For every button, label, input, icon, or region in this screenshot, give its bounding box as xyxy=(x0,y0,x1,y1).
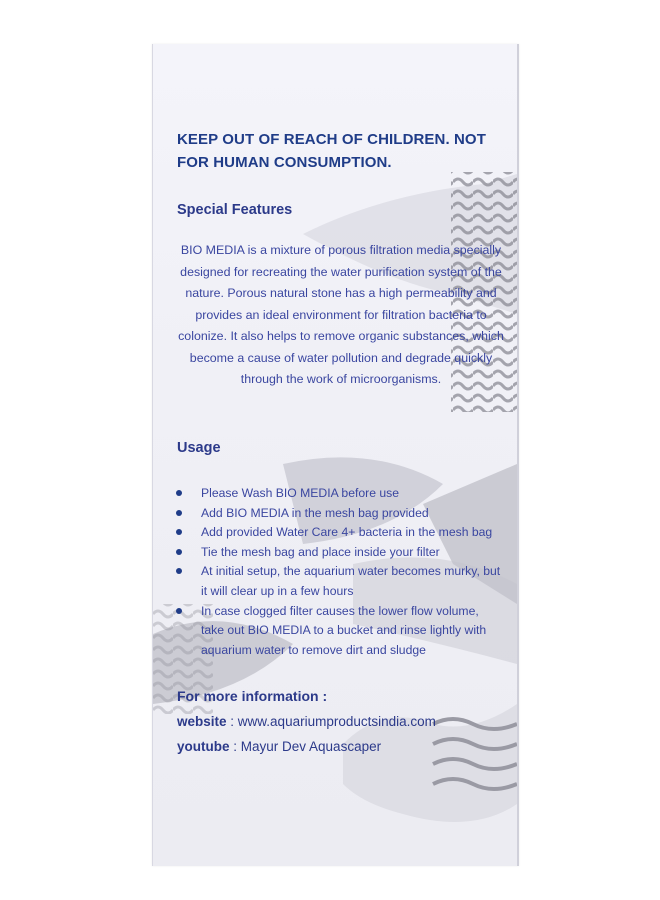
box-text-content xyxy=(153,44,517,866)
youtube-row xyxy=(177,739,381,754)
list-item: Add provided Water Care 4+ bacteria in the mesh bag xyxy=(173,523,503,543)
special-features-body: BIO MEDIA is a mixture of porous filtration media specially designed for recreating the water purification system of the nature. Porous natural stone has a high permeability and provides an ideal environment for filtration bacteria to colonize. It also helps to remove organic substances, which become a cause of water pollution and degrade quickly through the work of microorganisms. xyxy=(178,243,504,386)
more-info-title: For more information : xyxy=(177,688,328,704)
website-value: : www.aquariumproductsindia.com xyxy=(230,714,436,729)
list-item: Tie the mesh bag and place inside your filter xyxy=(173,543,503,563)
youtube-label: youtube xyxy=(177,739,230,754)
special-features-heading: Special Features xyxy=(177,202,293,218)
list-item: Please Wash BIO MEDIA before use xyxy=(173,484,503,504)
safety-warning: KEEP OUT OF REACH OF CHILDREN. NOT FOR HUMAN CONSUMPTION. xyxy=(177,131,486,171)
usage-list xyxy=(173,484,503,660)
website-label: website xyxy=(177,714,227,729)
list-item: In case clogged filter causes the lower flow volume, take out BIO MEDIA to a bucket and rinse lightly with aquarium water to remove dirt and sludge xyxy=(173,602,503,661)
youtube-value: : Mayur Dev Aquascaper xyxy=(233,739,382,754)
list-item: At initial setup, the aquarium water becomes murky, but it will clear up in a few hours xyxy=(173,562,503,601)
list-item: Add BIO MEDIA in the mesh bag provided xyxy=(173,504,503,524)
usage-heading: Usage xyxy=(177,440,221,456)
product-box-side xyxy=(152,44,519,866)
website-row xyxy=(177,714,436,729)
